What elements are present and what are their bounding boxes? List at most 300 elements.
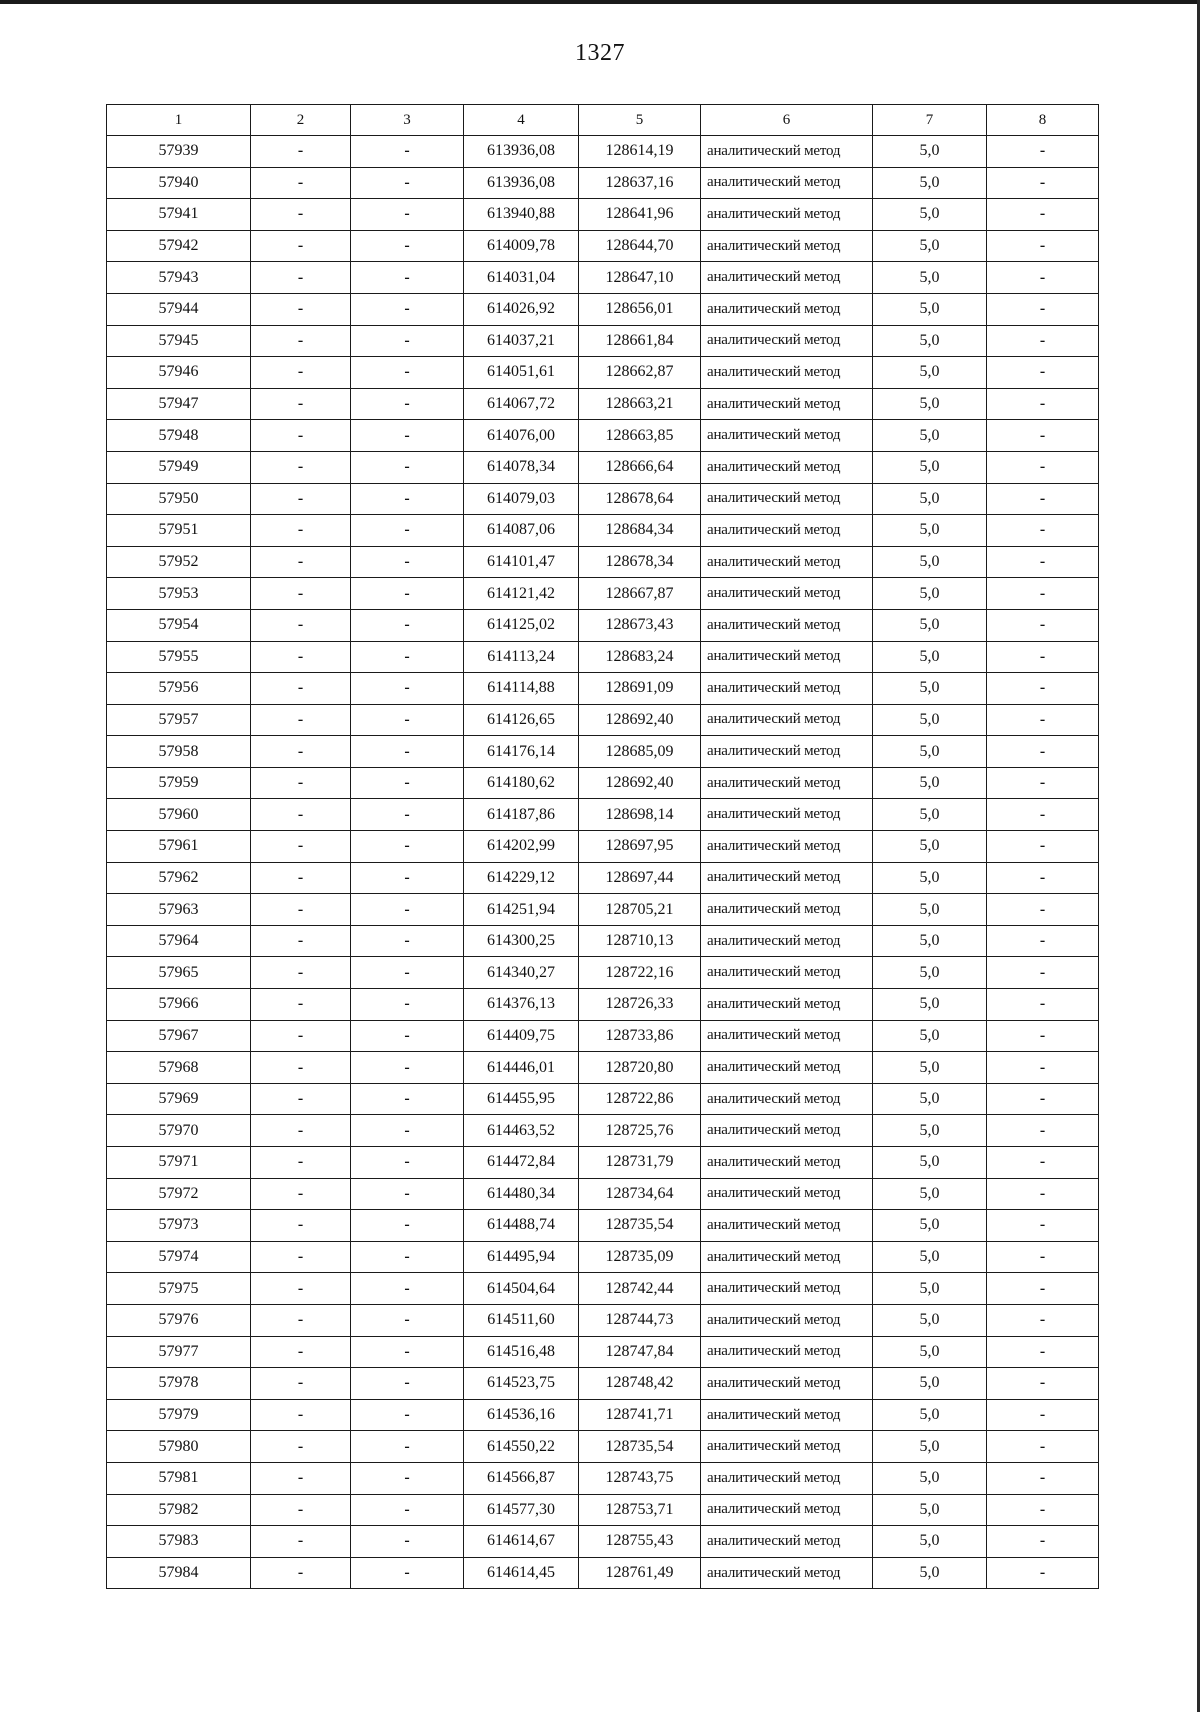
cell-coord-y: 128685,09: [579, 736, 701, 768]
cell-col-8: -: [987, 515, 1099, 547]
cell-col-3: -: [351, 831, 464, 863]
cell-point-number: 57955: [107, 641, 251, 673]
cell-col-3: -: [351, 262, 464, 294]
cell-accuracy: 5,0: [873, 1210, 987, 1242]
cell-coord-x: 614180,62: [464, 767, 579, 799]
cell-coord-y: 128744,73: [579, 1304, 701, 1336]
column-header: 7: [873, 105, 987, 136]
cell-col-8: -: [987, 1241, 1099, 1273]
cell-method: аналитический метод: [701, 1462, 873, 1494]
cell-method: аналитический метод: [701, 767, 873, 799]
cell-point-number: 57957: [107, 704, 251, 736]
cell-col-3: -: [351, 1526, 464, 1558]
cell-coord-y: 128697,44: [579, 862, 701, 894]
cell-point-number: 57943: [107, 262, 251, 294]
column-header: 4: [464, 105, 579, 136]
cell-col-2: -: [251, 420, 351, 452]
cell-point-number: 57947: [107, 388, 251, 420]
cell-coord-x: 613936,08: [464, 136, 579, 168]
cell-col-2: -: [251, 1020, 351, 1052]
cell-coord-y: 128734,64: [579, 1178, 701, 1210]
cell-coord-y: 128666,64: [579, 451, 701, 483]
cell-col-3: -: [351, 1115, 464, 1147]
cell-col-2: -: [251, 1115, 351, 1147]
cell-method: аналитический метод: [701, 1494, 873, 1526]
table-row: [107, 357, 1099, 389]
cell-col-8: -: [987, 1494, 1099, 1526]
cell-col-2: -: [251, 1210, 351, 1242]
cell-accuracy: 5,0: [873, 767, 987, 799]
cell-col-3: -: [351, 799, 464, 831]
cell-col-8: -: [987, 483, 1099, 515]
cell-accuracy: 5,0: [873, 1494, 987, 1526]
cell-coord-y: 128641,96: [579, 199, 701, 231]
cell-method: аналитический метод: [701, 515, 873, 547]
cell-point-number: 57956: [107, 673, 251, 705]
cell-coord-x: 614614,67: [464, 1526, 579, 1558]
table-row: [107, 388, 1099, 420]
cell-accuracy: 5,0: [873, 1083, 987, 1115]
cell-col-2: -: [251, 515, 351, 547]
cell-col-2: -: [251, 262, 351, 294]
table-row: [107, 515, 1099, 547]
cell-method: аналитический метод: [701, 1115, 873, 1147]
cell-accuracy: 5,0: [873, 1020, 987, 1052]
cell-col-3: -: [351, 641, 464, 673]
cell-col-3: -: [351, 736, 464, 768]
table-row: [107, 1368, 1099, 1400]
cell-coord-y: 128743,75: [579, 1462, 701, 1494]
cell-coord-y: 128733,86: [579, 1020, 701, 1052]
cell-col-2: -: [251, 1083, 351, 1115]
cell-col-2: -: [251, 1526, 351, 1558]
table-row: [107, 1020, 1099, 1052]
cell-col-3: -: [351, 1178, 464, 1210]
cell-coord-x: 614076,00: [464, 420, 579, 452]
cell-col-2: -: [251, 167, 351, 199]
cell-col-3: -: [351, 1052, 464, 1084]
cell-coord-x: 614495,94: [464, 1241, 579, 1273]
cell-col-8: -: [987, 1431, 1099, 1463]
cell-col-3: -: [351, 420, 464, 452]
cell-col-8: -: [987, 673, 1099, 705]
cell-method: аналитический метод: [701, 957, 873, 989]
cell-point-number: 57963: [107, 894, 251, 926]
cell-coord-y: 128735,54: [579, 1431, 701, 1463]
cell-col-2: -: [251, 483, 351, 515]
cell-col-2: -: [251, 1304, 351, 1336]
cell-coord-x: 614078,34: [464, 451, 579, 483]
cell-point-number: 57952: [107, 546, 251, 578]
cell-col-8: -: [987, 1336, 1099, 1368]
cell-method: аналитический метод: [701, 357, 873, 389]
cell-method: аналитический метод: [701, 1336, 873, 1368]
cell-col-3: -: [351, 136, 464, 168]
cell-col-2: -: [251, 546, 351, 578]
cell-method: аналитический метод: [701, 1273, 873, 1305]
cell-coord-x: 614577,30: [464, 1494, 579, 1526]
cell-col-2: -: [251, 293, 351, 325]
cell-col-8: -: [987, 136, 1099, 168]
cell-col-2: -: [251, 136, 351, 168]
cell-accuracy: 5,0: [873, 1147, 987, 1179]
cell-method: аналитический метод: [701, 451, 873, 483]
cell-coord-y: 128678,64: [579, 483, 701, 515]
cell-coord-x: 614504,64: [464, 1273, 579, 1305]
cell-method: аналитический метод: [701, 388, 873, 420]
cell-coord-x: 614121,42: [464, 578, 579, 610]
cell-method: аналитический метод: [701, 293, 873, 325]
cell-coord-y: 128761,49: [579, 1557, 701, 1589]
cell-point-number: 57972: [107, 1178, 251, 1210]
cell-point-number: 57950: [107, 483, 251, 515]
cell-col-8: -: [987, 167, 1099, 199]
table-row: [107, 1526, 1099, 1558]
cell-point-number: 57976: [107, 1304, 251, 1336]
table-row: [107, 641, 1099, 673]
cell-col-8: -: [987, 230, 1099, 262]
table-row: [107, 1399, 1099, 1431]
cell-col-3: -: [351, 546, 464, 578]
cell-coord-y: 128614,19: [579, 136, 701, 168]
cell-method: аналитический метод: [701, 325, 873, 357]
table-row: [107, 293, 1099, 325]
table-row: [107, 925, 1099, 957]
cell-point-number: 57939: [107, 136, 251, 168]
column-header: 6: [701, 105, 873, 136]
cell-col-8: -: [987, 1020, 1099, 1052]
cell-col-2: -: [251, 1052, 351, 1084]
cell-accuracy: 5,0: [873, 293, 987, 325]
cell-coord-y: 128705,21: [579, 894, 701, 926]
cell-col-8: -: [987, 1178, 1099, 1210]
cell-col-3: -: [351, 451, 464, 483]
cell-coord-y: 128741,71: [579, 1399, 701, 1431]
cell-accuracy: 5,0: [873, 1241, 987, 1273]
cell-coord-x: 614376,13: [464, 989, 579, 1021]
cell-method: аналитический метод: [701, 925, 873, 957]
cell-coord-x: 614229,12: [464, 862, 579, 894]
cell-coord-x: 614480,34: [464, 1178, 579, 1210]
cell-point-number: 57965: [107, 957, 251, 989]
cell-col-3: -: [351, 199, 464, 231]
cell-accuracy: 5,0: [873, 862, 987, 894]
cell-accuracy: 5,0: [873, 1115, 987, 1147]
cell-coord-y: 128753,71: [579, 1494, 701, 1526]
cell-col-3: -: [351, 1210, 464, 1242]
cell-col-8: -: [987, 1210, 1099, 1242]
table-row: [107, 704, 1099, 736]
cell-method: аналитический метод: [701, 894, 873, 926]
cell-col-3: -: [351, 230, 464, 262]
cell-col-2: -: [251, 736, 351, 768]
cell-col-8: -: [987, 293, 1099, 325]
cell-col-3: -: [351, 167, 464, 199]
cell-col-3: -: [351, 483, 464, 515]
cell-col-2: -: [251, 1241, 351, 1273]
cell-coord-y: 128663,21: [579, 388, 701, 420]
cell-method: аналитический метод: [701, 1052, 873, 1084]
cell-coord-x: 614026,92: [464, 293, 579, 325]
cell-col-2: -: [251, 578, 351, 610]
cell-col-8: -: [987, 451, 1099, 483]
cell-coord-y: 128663,85: [579, 420, 701, 452]
cell-accuracy: 5,0: [873, 673, 987, 705]
table-row: [107, 1273, 1099, 1305]
cell-coord-x: 614455,95: [464, 1083, 579, 1115]
cell-accuracy: 5,0: [873, 1526, 987, 1558]
table-header-row: [107, 105, 1099, 136]
cell-method: аналитический метод: [701, 609, 873, 641]
cell-method: аналитический метод: [701, 1178, 873, 1210]
cell-col-2: -: [251, 673, 351, 705]
cell-accuracy: 5,0: [873, 1336, 987, 1368]
table-row: [107, 1178, 1099, 1210]
cell-col-8: -: [987, 262, 1099, 294]
cell-col-8: -: [987, 420, 1099, 452]
cell-method: аналитический метод: [701, 989, 873, 1021]
cell-coord-y: 128673,43: [579, 609, 701, 641]
cell-col-2: -: [251, 1368, 351, 1400]
cell-col-8: -: [987, 1115, 1099, 1147]
table-row: [107, 546, 1099, 578]
cell-accuracy: 5,0: [873, 199, 987, 231]
cell-coord-x: 614114,88: [464, 673, 579, 705]
cell-coord-y: 128684,34: [579, 515, 701, 547]
cell-col-8: -: [987, 1083, 1099, 1115]
cell-coord-y: 128637,16: [579, 167, 701, 199]
table-row: [107, 1431, 1099, 1463]
cell-col-8: -: [987, 1273, 1099, 1305]
cell-point-number: 57949: [107, 451, 251, 483]
cell-col-2: -: [251, 1557, 351, 1589]
cell-accuracy: 5,0: [873, 230, 987, 262]
cell-point-number: 57951: [107, 515, 251, 547]
cell-point-number: 57983: [107, 1526, 251, 1558]
cell-coord-x: 614488,74: [464, 1210, 579, 1242]
cell-accuracy: 5,0: [873, 357, 987, 389]
cell-accuracy: 5,0: [873, 451, 987, 483]
cell-accuracy: 5,0: [873, 388, 987, 420]
cell-col-8: -: [987, 989, 1099, 1021]
cell-method: аналитический метод: [701, 1526, 873, 1558]
table-row: [107, 1557, 1099, 1589]
cell-point-number: 57966: [107, 989, 251, 1021]
cell-col-2: -: [251, 199, 351, 231]
column-header: 1: [107, 105, 251, 136]
cell-coord-x: 614051,61: [464, 357, 579, 389]
cell-col-3: -: [351, 1020, 464, 1052]
cell-col-3: -: [351, 673, 464, 705]
cell-col-8: -: [987, 546, 1099, 578]
table-body: [107, 136, 1099, 1589]
cell-col-3: -: [351, 357, 464, 389]
cell-coord-x: 614009,78: [464, 230, 579, 262]
cell-point-number: 57962: [107, 862, 251, 894]
cell-accuracy: 5,0: [873, 704, 987, 736]
cell-point-number: 57964: [107, 925, 251, 957]
cell-accuracy: 5,0: [873, 799, 987, 831]
cell-col-3: -: [351, 578, 464, 610]
cell-point-number: 57975: [107, 1273, 251, 1305]
cell-coord-y: 128698,14: [579, 799, 701, 831]
cell-col-8: -: [987, 957, 1099, 989]
cell-accuracy: 5,0: [873, 483, 987, 515]
table-row: [107, 894, 1099, 926]
cell-accuracy: 5,0: [873, 1304, 987, 1336]
cell-method: аналитический метод: [701, 799, 873, 831]
cell-accuracy: 5,0: [873, 262, 987, 294]
cell-col-2: -: [251, 1494, 351, 1526]
cell-coord-x: 613940,88: [464, 199, 579, 231]
cell-col-3: -: [351, 609, 464, 641]
cell-col-3: -: [351, 957, 464, 989]
cell-accuracy: 5,0: [873, 1557, 987, 1589]
table-row: [107, 862, 1099, 894]
cell-point-number: 57941: [107, 199, 251, 231]
cell-method: аналитический метод: [701, 199, 873, 231]
table-row: [107, 1083, 1099, 1115]
cell-col-2: -: [251, 1431, 351, 1463]
cell-accuracy: 5,0: [873, 546, 987, 578]
cell-method: аналитический метод: [701, 1020, 873, 1052]
cell-coord-y: 128644,70: [579, 230, 701, 262]
cell-accuracy: 5,0: [873, 167, 987, 199]
cell-col-8: -: [987, 199, 1099, 231]
cell-point-number: 57945: [107, 325, 251, 357]
cell-coord-x: 614126,65: [464, 704, 579, 736]
coordinates-table: [106, 104, 1099, 1589]
table-row: [107, 1147, 1099, 1179]
cell-col-2: -: [251, 609, 351, 641]
cell-col-8: -: [987, 799, 1099, 831]
cell-coord-x: 614614,45: [464, 1557, 579, 1589]
column-header: 5: [579, 105, 701, 136]
cell-accuracy: 5,0: [873, 957, 987, 989]
cell-col-3: -: [351, 515, 464, 547]
cell-coord-y: 128748,42: [579, 1368, 701, 1400]
cell-col-3: -: [351, 862, 464, 894]
cell-method: аналитический метод: [701, 831, 873, 863]
cell-col-8: -: [987, 925, 1099, 957]
table-row: [107, 325, 1099, 357]
cell-coord-y: 128725,76: [579, 1115, 701, 1147]
cell-col-3: -: [351, 325, 464, 357]
cell-col-2: -: [251, 1273, 351, 1305]
cell-coord-x: 614202,99: [464, 831, 579, 863]
cell-point-number: 57974: [107, 1241, 251, 1273]
table-row: [107, 420, 1099, 452]
cell-accuracy: 5,0: [873, 1399, 987, 1431]
cell-method: аналитический метод: [701, 1557, 873, 1589]
cell-accuracy: 5,0: [873, 1178, 987, 1210]
cell-point-number: 57954: [107, 609, 251, 641]
cell-coord-y: 128735,54: [579, 1210, 701, 1242]
cell-accuracy: 5,0: [873, 578, 987, 610]
cell-coord-x: 614550,22: [464, 1431, 579, 1463]
cell-point-number: 57973: [107, 1210, 251, 1242]
cell-col-3: -: [351, 1431, 464, 1463]
cell-method: аналитический метод: [701, 641, 873, 673]
cell-col-3: -: [351, 388, 464, 420]
cell-point-number: 57977: [107, 1336, 251, 1368]
cell-col-8: -: [987, 357, 1099, 389]
cell-col-3: -: [351, 1336, 464, 1368]
cell-accuracy: 5,0: [873, 736, 987, 768]
cell-method: аналитический метод: [701, 1241, 873, 1273]
cell-coord-x: 614446,01: [464, 1052, 579, 1084]
cell-coord-x: 614536,16: [464, 1399, 579, 1431]
cell-coord-y: 128710,13: [579, 925, 701, 957]
cell-point-number: 57940: [107, 167, 251, 199]
cell-col-2: -: [251, 1147, 351, 1179]
cell-accuracy: 5,0: [873, 641, 987, 673]
cell-col-3: -: [351, 989, 464, 1021]
cell-col-8: -: [987, 325, 1099, 357]
cell-col-2: -: [251, 1178, 351, 1210]
cell-col-8: -: [987, 1147, 1099, 1179]
cell-point-number: 57982: [107, 1494, 251, 1526]
cell-coord-y: 128747,84: [579, 1336, 701, 1368]
cell-coord-x: 614187,86: [464, 799, 579, 831]
cell-col-3: -: [351, 1241, 464, 1273]
table-row: [107, 1336, 1099, 1368]
cell-col-8: -: [987, 1052, 1099, 1084]
cell-method: аналитический метод: [701, 736, 873, 768]
cell-accuracy: 5,0: [873, 894, 987, 926]
cell-coord-x: 614511,60: [464, 1304, 579, 1336]
table-row: [107, 1210, 1099, 1242]
cell-accuracy: 5,0: [873, 1273, 987, 1305]
scan-edge-top: [0, 0, 1200, 4]
cell-accuracy: 5,0: [873, 989, 987, 1021]
cell-point-number: 57961: [107, 831, 251, 863]
cell-col-3: -: [351, 1494, 464, 1526]
cell-coord-x: 614087,06: [464, 515, 579, 547]
cell-coord-x: 614176,14: [464, 736, 579, 768]
cell-col-3: -: [351, 767, 464, 799]
cell-coord-y: 128722,86: [579, 1083, 701, 1115]
cell-col-2: -: [251, 831, 351, 863]
table-row: [107, 167, 1099, 199]
cell-point-number: 57978: [107, 1368, 251, 1400]
cell-point-number: 57958: [107, 736, 251, 768]
cell-col-2: -: [251, 894, 351, 926]
cell-coord-x: 614031,04: [464, 262, 579, 294]
cell-col-2: -: [251, 925, 351, 957]
cell-point-number: 57948: [107, 420, 251, 452]
cell-col-2: -: [251, 989, 351, 1021]
cell-coord-y: 128722,16: [579, 957, 701, 989]
cell-col-2: -: [251, 767, 351, 799]
cell-point-number: 57953: [107, 578, 251, 610]
cell-accuracy: 5,0: [873, 420, 987, 452]
cell-point-number: 57968: [107, 1052, 251, 1084]
cell-method: аналитический метод: [701, 1431, 873, 1463]
cell-method: аналитический метод: [701, 230, 873, 262]
cell-coord-x: 614113,24: [464, 641, 579, 673]
cell-coord-x: 614472,84: [464, 1147, 579, 1179]
cell-method: аналитический метод: [701, 167, 873, 199]
cell-col-2: -: [251, 1462, 351, 1494]
table-row: [107, 767, 1099, 799]
table-row: [107, 831, 1099, 863]
cell-col-2: -: [251, 704, 351, 736]
cell-col-2: -: [251, 230, 351, 262]
cell-col-2: -: [251, 1336, 351, 1368]
cell-point-number: 57946: [107, 357, 251, 389]
cell-method: аналитический метод: [701, 262, 873, 294]
